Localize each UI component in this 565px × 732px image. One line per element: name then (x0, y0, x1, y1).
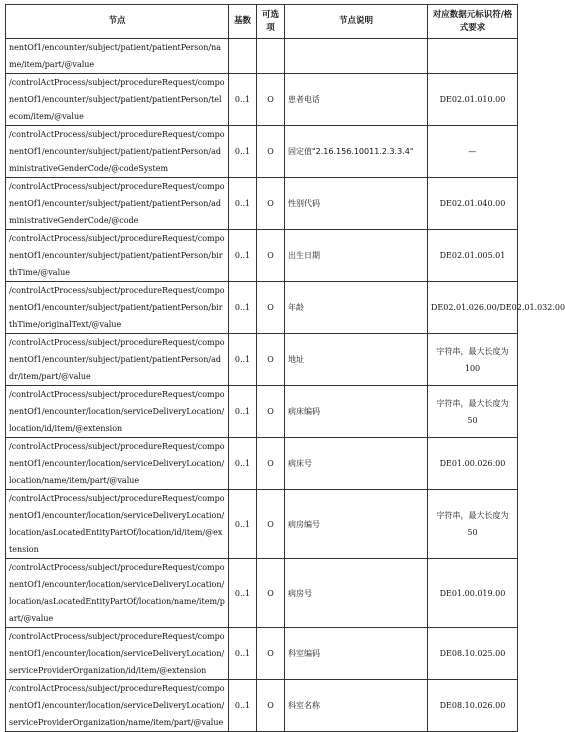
description-cell: 性别代码 (285, 178, 428, 230)
node-path-cell: /controlActProcess/subject/procedureRequest/componentOf1/encounter/location/serviceDeliveryLocation/location/id/item/@extension (6, 386, 229, 438)
node-path-cell: /controlActProcess/subject/procedureRequest/componentOf1/encounter/location/serviceDeliveryLocation/location/name/item/part/@value (6, 438, 229, 490)
cardinality-cell: 0..1 (229, 386, 257, 438)
header-description: 节点说明 (285, 5, 428, 39)
node-path-cell: /controlActProcess/subject/procedureRequest/componentOf1/encounter/subject/patient/patientPerson/birthTime/originalText/@value (6, 282, 229, 334)
table-row (6, 438, 518, 490)
cardinality-cell: 0..1 (229, 178, 257, 230)
table-row (6, 74, 518, 126)
description-cell: 科室名称 (285, 680, 428, 732)
requirement-cell: DE01.00.026.00 (428, 438, 518, 490)
node-path-cell: nentOf1/encounter/subject/patient/patientPerson/name/item/part/@value (6, 39, 229, 74)
node-path-cell: /controlActProcess/subject/procedureRequest/componentOf1/encounter/location/serviceDeliveryLocation/serviceProviderOrganization/name/item/part/@value (6, 680, 229, 732)
table-header-row (6, 5, 518, 39)
cardinality-cell: 0..1 (229, 438, 257, 490)
node-spec-table (5, 4, 565, 732)
optional-cell: O (257, 559, 285, 628)
cardinality-cell: 0..1 (229, 74, 257, 126)
node-path-cell: /controlActProcess/subject/procedureRequest/componentOf1/encounter/subject/patient/patientPerson/administrativeGenderCode/@code (6, 178, 229, 230)
requirement-cell: DE02.01.026.00/DE02.01.032.00 (428, 282, 518, 334)
requirement-cell: DE02.01.010.00 (428, 74, 518, 126)
requirement-cell: 字符串，最大长度为 50 (428, 490, 518, 559)
optional-cell: O (257, 282, 285, 334)
table-row (6, 680, 518, 732)
cardinality-cell (229, 39, 257, 74)
description-cell (285, 39, 428, 74)
description-cell: 年龄 (285, 282, 428, 334)
description-cell: 病床编码 (285, 386, 428, 438)
node-path-cell: /controlActProcess/subject/procedureRequest/componentOf1/encounter/subject/patient/patientPerson/telecom/item/@value (6, 74, 229, 126)
node-path-cell: /controlActProcess/subject/procedureRequest/componentOf1/encounter/subject/patient/patientPerson/administrativeGenderCode/@codeSystem (6, 126, 229, 178)
node-path-cell: /controlActProcess/subject/procedureRequest/componentOf1/encounter/subject/patient/patientPerson/birthTime/@value (6, 230, 229, 282)
requirement-cell: DE08.10.026.00 (428, 680, 518, 732)
header-requirement: 对应数据元标识符/格式要求 (428, 5, 518, 39)
node-path-cell: /controlActProcess/subject/procedureRequest/componentOf1/encounter/location/serviceDeliveryLocation/location/asLocatedEntityPartOf/location/name/item/part/@value (6, 559, 229, 628)
cardinality-cell: 0..1 (229, 126, 257, 178)
description-cell: 病房编号 (285, 490, 428, 559)
table-row (6, 282, 518, 334)
description-cell: 地址 (285, 334, 428, 386)
requirement-cell: DE08.10.025.00 (428, 628, 518, 680)
optional-cell (257, 39, 285, 74)
description-cell: 固定值"2.16.156.10011.2.3.3.4" (285, 126, 428, 178)
description-cell: 病床号 (285, 438, 428, 490)
cardinality-cell: 0..1 (229, 230, 257, 282)
optional-cell: O (257, 230, 285, 282)
optional-cell: O (257, 680, 285, 732)
optional-cell: O (257, 178, 285, 230)
table-row (6, 178, 518, 230)
header-node: 节点 (6, 5, 229, 39)
cardinality-cell: 0..1 (229, 680, 257, 732)
requirement-cell: DE01.00.019.00 (428, 559, 518, 628)
optional-cell: O (257, 386, 285, 438)
table-row (6, 490, 518, 559)
description-cell: 患者电话 (285, 74, 428, 126)
optional-cell: O (257, 438, 285, 490)
node-path-cell: /controlActProcess/subject/procedureRequest/componentOf1/encounter/subject/patient/patientPerson/addr/item/part/@value (6, 334, 229, 386)
table-row (6, 334, 518, 386)
cardinality-cell: 0..1 (229, 559, 257, 628)
table-row (6, 39, 518, 74)
table-row (6, 559, 518, 628)
node-path-cell: /controlActProcess/subject/procedureRequest/componentOf1/encounter/location/serviceDeliveryLocation/serviceProviderOrganization/id/item/@extension (6, 628, 229, 680)
requirement-cell: DE02.01.040.00 (428, 178, 518, 230)
requirement-cell (428, 39, 518, 74)
cardinality-cell: 0..1 (229, 282, 257, 334)
optional-cell: O (257, 628, 285, 680)
table-row (6, 126, 518, 178)
cardinality-cell: 0..1 (229, 628, 257, 680)
description-cell: 病房号 (285, 559, 428, 628)
requirement-cell: DE02.01.005.01 (428, 230, 518, 282)
table-row (6, 628, 518, 680)
cardinality-cell: 0..1 (229, 490, 257, 559)
requirement-cell: 字符串，最大长度为 50 (428, 386, 518, 438)
optional-cell: O (257, 74, 285, 126)
header-cardinality: 基数 (229, 5, 257, 39)
table-row (6, 386, 518, 438)
description-cell: 科室编码 (285, 628, 428, 680)
table-row (6, 230, 518, 282)
optional-cell: O (257, 334, 285, 386)
requirement-cell: 字符串，最大长度为 100 (428, 334, 518, 386)
description-cell: 出生日期 (285, 230, 428, 282)
optional-cell: O (257, 126, 285, 178)
optional-cell: O (257, 490, 285, 559)
node-path-cell: /controlActProcess/subject/procedureRequest/componentOf1/encounter/location/serviceDeliveryLocation/location/asLocatedEntityPartOf/location/id/item/@extension (6, 490, 229, 559)
requirement-cell: — (428, 126, 518, 178)
cardinality-cell: 0..1 (229, 334, 257, 386)
header-optional: 可选项 (257, 5, 285, 39)
